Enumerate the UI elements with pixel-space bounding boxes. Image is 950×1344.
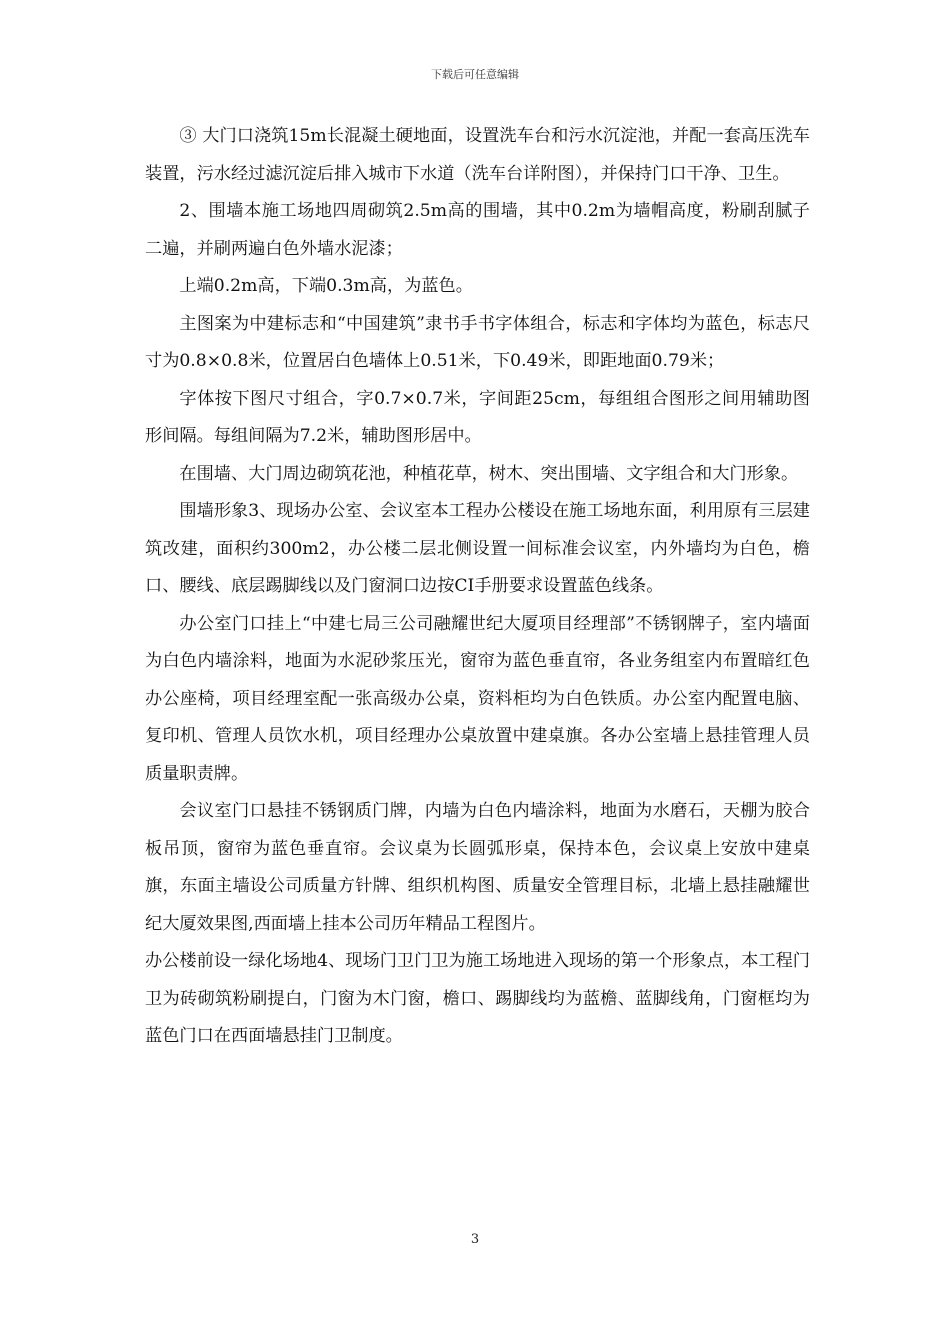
paragraph: ③ 大门口浇筑15m长混凝土硬地面，设置洗车台和污水沉淀池，并配一套高压洗车装置，污水经过滤沉淀后排入城市下水道（洗车台详附图），并保持门口干净、卫生。 <box>145 126 810 184</box>
paragraph: 办公室门口挂上“中建七局三公司融耀世纪大厦项目经理部”不锈钢牌子，室内墙面为白色内墙涂料，地面为水泥砂浆压光，窗帘为蓝色垂直帘，各业务组室内布置暗红色办公座椅，项目经理室配一张高级办公桌，资料柜均为白色铁质。办公室内配置电脑、复印机、管理人员饮水机，项目经理办公桌放置中建桌旗。各办公室墙上悬挂管理人员质量职责牌。 <box>145 613 810 784</box>
document-body <box>145 118 810 1056</box>
paragraph: 主图案为中建标志和“中国建筑”隶书手书字体组合，标志和字体均为蓝色，标志尺寸为0.8×0.8米，位置居白色墙体上0.51米，下0.49米，即距地面0.79米； <box>145 313 810 371</box>
paragraph: 会议室门口悬挂不锈钢质门牌，内墙为白色内墙涂料，地面为水磨石，天棚为胶合板吊顶，窗帘为蓝色垂直帘。会议桌为长圆弧形桌，保持本色，会议桌上安放中建桌旗，东面主墙设公司质量方针牌、组织机构图、质量安全管理目标，北墙上悬挂融耀世纪大厦效果图,西面墙上挂本公司历年精品工程图片。 <box>145 801 810 934</box>
paragraph: 字体按下图尺寸组合，字0.7×0.7米，字间距25cm，每组组合图形之间用辅助图形间隔。每组间隔为7.2米，辅助图形居中。 <box>145 388 810 446</box>
paragraph: 在围墙、大门周边砌筑花池，种植花草，树木、突出围墙、文字组合和大门形象。 <box>179 463 799 484</box>
page-number: 3 <box>470 1232 480 1247</box>
page-header: 下载后可任意编辑 <box>431 68 519 81</box>
paragraph: 围墙形象3、现场办公室、会议室本工程办公楼设在施工场地东面，利用原有三层建筑改建，面积约300m2，办公楼二层北侧设置一间标准会议室，内外墙均为白色，檐口、腰线、底层踢脚线以及门窗洞口边按CI手册要求设置蓝色线条。 <box>145 501 810 596</box>
paragraph: 2、围墙本施工场地四周砌筑2.5m高的围墙，其中0.2m为墙帽高度，粉刷刮腻子二遍，并刷两遍白色外墙水泥漆； <box>145 201 810 259</box>
paragraph: 上端0.2m高，下端0.3m高，为蓝色。 <box>179 276 473 296</box>
paragraph: 办公楼前设一绿化场地4、现场门卫门卫为施工场地进入现场的第一个形象点，本工程门卫为砖砌筑粉刷提白，门窗为木门窗，檐口、踢脚线均为蓝檐、蓝脚线角，门窗框均为蓝色门口在西面墙悬挂门卫制度。 <box>145 951 810 1046</box>
